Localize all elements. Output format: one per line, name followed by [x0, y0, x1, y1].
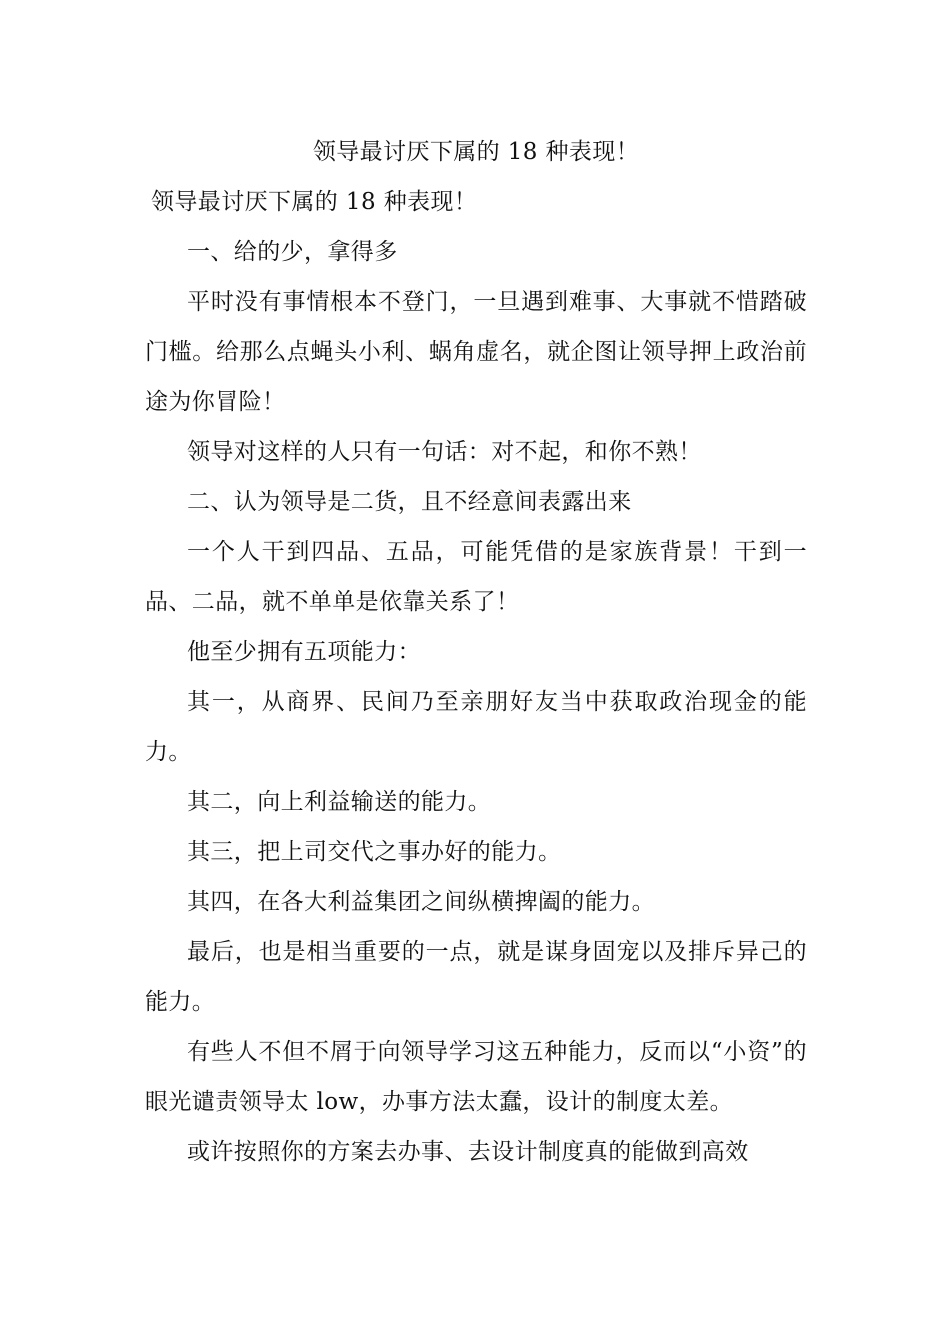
heading-1: 一、给的少，拿得多 [187, 239, 398, 265]
heading-2: 二、认为领导是二货，且不经意间表露出来 [187, 489, 632, 515]
document-subtitle: 领导最讨厌下属的 18 种表现！ [151, 189, 478, 215]
paragraph: 平时没有事情根本不登门，一旦遇到难事、大事就不惜踏破门槛。给那么点蝇头小利、蜗角虚名，就企图让领导押上政治前途为你冒险！ [145, 289, 807, 415]
document-title: 领导最讨厌下属的 18 种表现！ [312, 139, 640, 165]
list-item: 最后，也是相当重要的一点，就是谋身固宠以及排斥异己的能力。 [145, 939, 807, 1015]
paragraph: 领导对这样的人只有一句话：对不起，和你不熟！ [187, 439, 702, 465]
list-item: 其四，在各大利益集团之间纵横捭阖的能力。 [187, 889, 655, 915]
paragraph: 一个人干到四品、五品，可能凭借的是家族背景！干到一品、二品，就不单单是依靠关系了！ [145, 539, 807, 615]
paragraph: 有些人不但不屑于向领导学习这五种能力，反而以“小资”的眼光谴责领导太 low，办事方法太蠢，设计的制度太差。 [145, 1039, 807, 1115]
list-item: 其三，把上司交代之事办好的能力。 [187, 839, 562, 865]
list-item: 其一，从商界、民间乃至亲朋好友当中获取政治现金的能力。 [145, 689, 807, 765]
paragraph: 或许按照你的方案去办事、去设计制度真的能做到高效 [187, 1139, 749, 1165]
document-body [145, 127, 807, 1177]
paragraph: 他至少拥有五项能力： [187, 639, 421, 665]
list-item: 其二，向上利益输送的能力。 [187, 789, 492, 815]
